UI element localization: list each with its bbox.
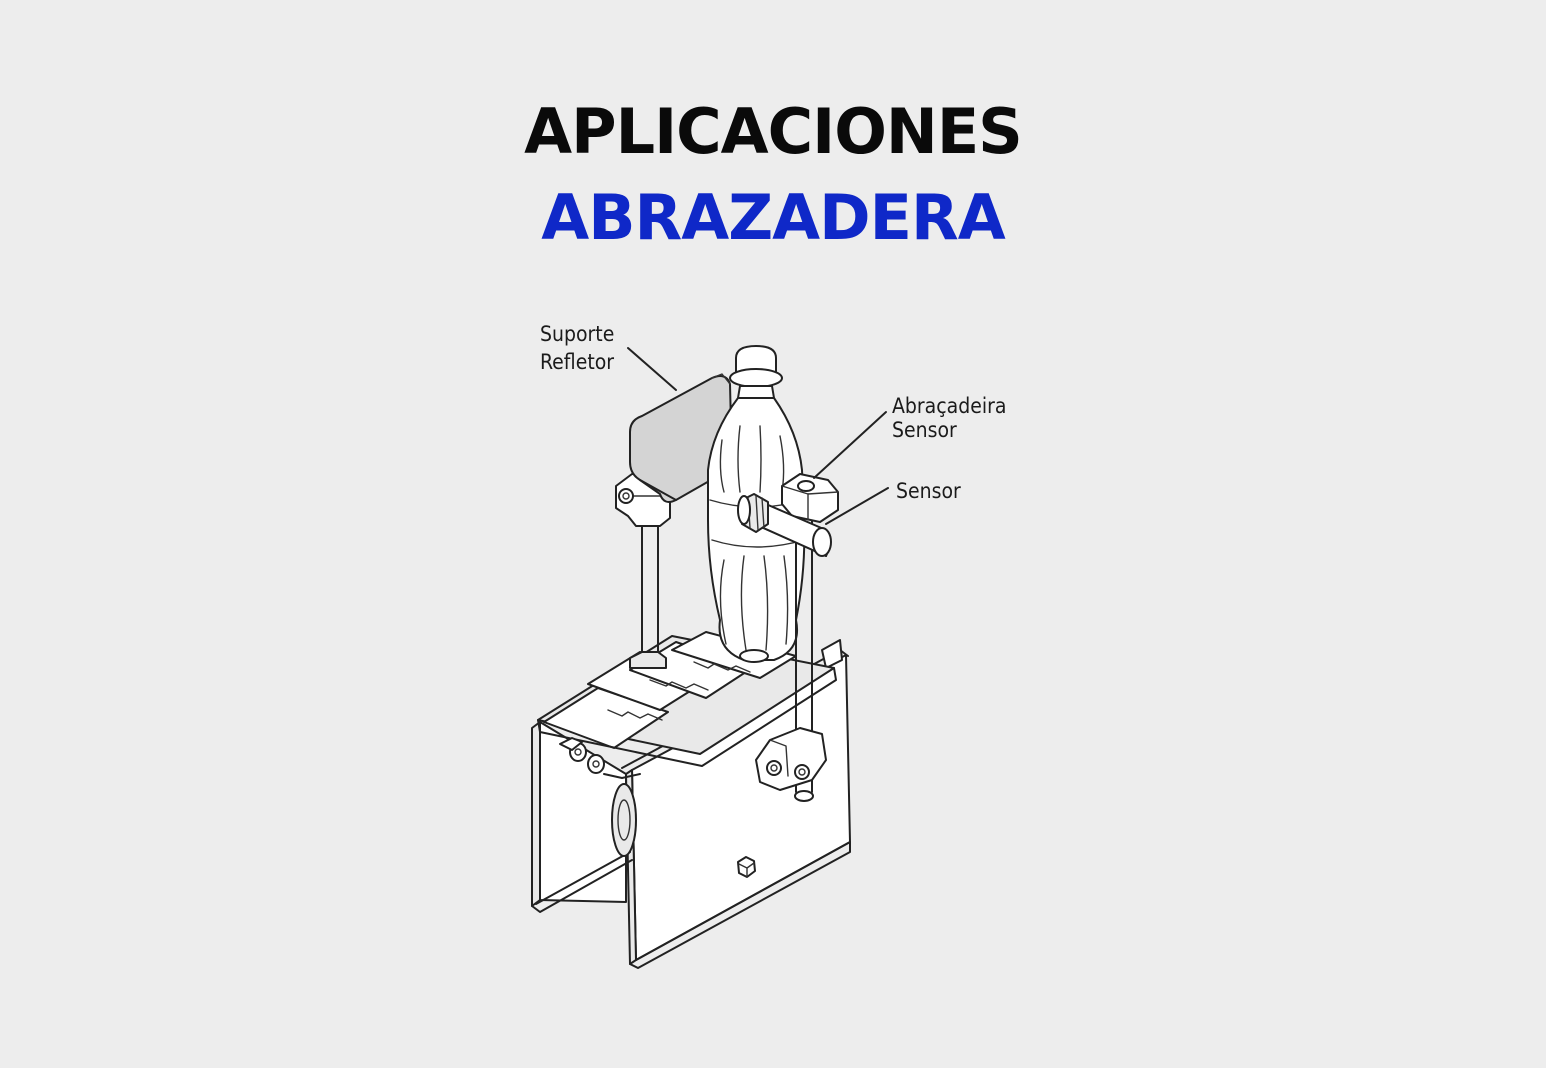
label-reflector-support-line2: Refletor: [540, 350, 615, 374]
label-sensor-clamp-line2: Sensor: [892, 418, 957, 442]
page-title: APLICACIONES: [524, 95, 1022, 168]
label-sensor-clamp-line1: Abraçadeira: [892, 394, 1007, 418]
page-subtitle: ABRAZADERA: [541, 181, 1005, 254]
clamp-callout-line: [814, 412, 886, 478]
reflector-callout-line: [628, 348, 676, 390]
label-reflector-support-line1: Suporte: [540, 322, 615, 346]
label-sensor: Sensor: [896, 479, 961, 503]
